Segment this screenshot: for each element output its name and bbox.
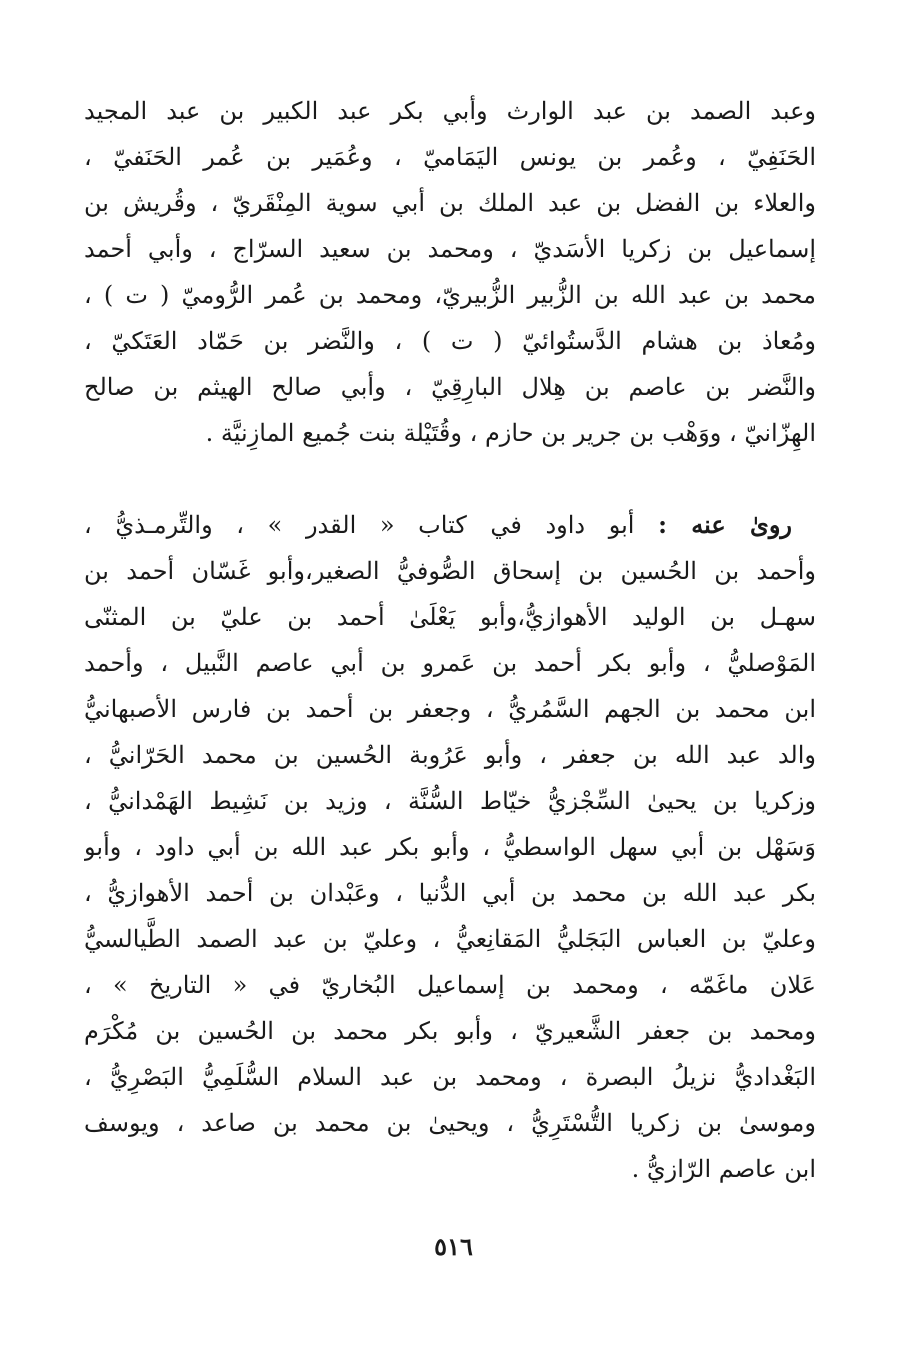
text-line: ومحمد بن جعفر الشَّعيريّ ، وأبو بكر محمد بن الحُسين بن مُكْرَم: [84, 1017, 816, 1045]
text-line: المَوْصليُّ ، وأبو بكر أحمد بن عَمرو بن أبي عاصم النَّبيل ، وأحمد: [84, 649, 816, 677]
text-line: وَسَهْل بن أبي سهل الواسطيُّ ، وأبو بكر عبد الله بن أبي داود ، وأبو: [84, 833, 816, 861]
first-line-text: أبو داود في كتاب « القدر » ، والتِّرمـذيُّ ،: [84, 511, 659, 539]
text-line-first: [84, 502, 816, 548]
text-line: والعلاء بن الفضل بن عبد الملك بن أبي سوية المِنْقَريّ ، وقُريش بن: [84, 189, 816, 217]
text-line: وزكريا بن يحيىٰ السِّجْزيُّ خيّاط السُّنَّة ، وزيد بن نَشِيط الهَمْدانيُّ ،: [84, 787, 816, 815]
text-line: ابن عاصم الرّازيُّ .: [631, 1155, 816, 1183]
text-line: ومُعاذ بن هشام الدَّستُوائيّ ( ت ) ، والنَّضر بن حَمّاد العَتَكيّ ،: [84, 327, 816, 355]
text-line: محمد بن عبد الله بن الزُّبير الزُّبيريّ، ومحمد بن عُمر الرُّوميّ ( ت ) ،: [84, 281, 816, 309]
text-line: ابن محمد بن الجهم السَّمُريُّ ، وجعفر بن أحمد بن فارس الأصبهانيُّ: [84, 695, 816, 723]
text-line: والد عبد الله بن جعفر ، وأبو عَرُوبة الحُسين بن محمد الحَرّانيُّ ،: [84, 741, 816, 769]
text-line: وأحمد بن الحُسين بن إسحاق الصُّوفيُّ الصغير،وأبو غَسّان أحمد بن: [84, 557, 816, 585]
text-line: والنَّضر بن عاصم بن هِلال البارِقِيّ ، وأبي صالح الهيثم بن صالح: [84, 373, 816, 401]
text-line: وموسىٰ بن زكريا التُّسْتَرِيُّ ، ويحيىٰ بن محمد بن صاعد ، ويوسف: [84, 1109, 816, 1137]
text-line: الحَنَفِيّ ، وعُمر بن يونس اليَمَاميّ ، وعُمَير بن عُمر الحَنَفيّ ،: [84, 143, 816, 171]
narrators-from-paragraph: [84, 88, 816, 456]
text-line: بكر عبد الله بن محمد بن أبي الدُّنيا ، وعَبْدان بن أحمد الأهوازيُّ ،: [84, 879, 816, 907]
text-line: البَغْداديُّ نزيلُ البصرة ، ومحمد بن عبد السلام السُّلَمِيُّ البَصْرِيُّ ،: [84, 1063, 816, 1091]
text-line: إسماعيل بن زكريا الأسَديّ ، ومحمد بن سعيد السرّاج ، وأبي أحمد: [84, 235, 816, 263]
text-line: عَلان ماغَمّه ، ومحمد بن إسماعيل البُخاريّ في « التاريخ » ،: [84, 971, 816, 999]
text-line: وعبد الصمد بن عبد الوارث وأبي بكر عبد الكبير بن عبد المجيد: [84, 97, 816, 125]
text-line: الهِزّانيّ ، ووَهْب بن جرير بن حازم ، وقُتَيْلة بنت جُميع المازِنيَّة .: [205, 419, 816, 447]
narrated-by-label: روىٰ عنه :: [658, 510, 792, 539]
text-line: وعليّ بن العباس البَجَليُّ المَقانِعيُّ ، وعليّ بن عبد الصمد الطَّيالسيُّ: [84, 925, 816, 953]
page-number: ٥١٦: [434, 1232, 473, 1261]
text-line: سهـل بن الوليد الأهوازيُّ،وأبو يَعْلَىٰ أحمد بن عليّ بن المثنّى: [84, 603, 816, 631]
narrated-by-paragraph: [84, 502, 816, 1192]
